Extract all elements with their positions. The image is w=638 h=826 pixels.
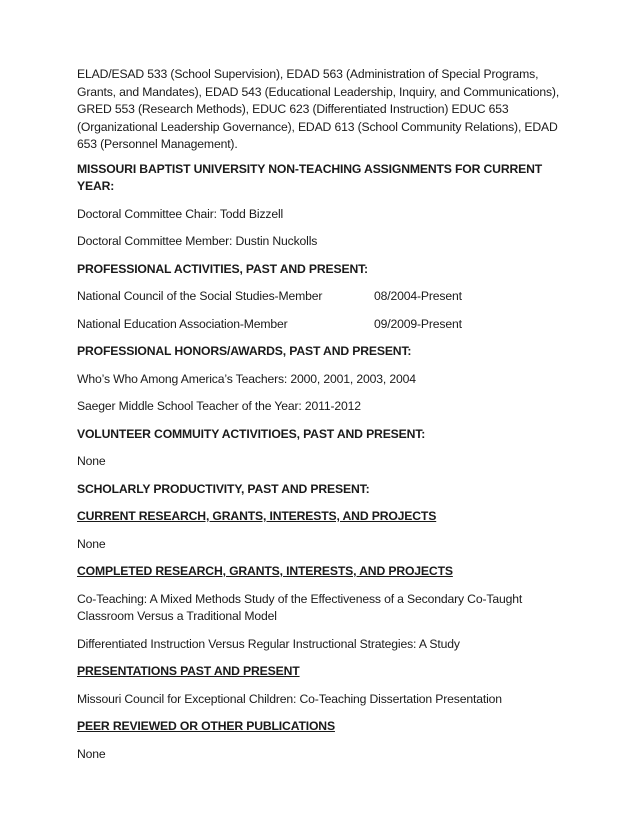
activity-name: National Council of the Social Studies-Member <box>77 289 323 303</box>
activity-name: National Education Association-Member <box>77 316 288 331</box>
volunteer-text: None <box>77 454 106 468</box>
course-list-paragraph: ELAD/ESAD 533 (School Supervision), EDAD 563 (Administration of Special Programs, Grants, and Mandates), EDAD 543 (Educational Leadership, Inquiry, and Communications), GRED 553 (Research Methods), EDUC 623 (Differentiated Instruction) EDUC 653 (Organizational Leadership Governance), EDAD 613 (School Community Relations), EDAD 653 (Personnel Management). <box>77 67 560 151</box>
activity-dates: 09/2009-Present <box>374 316 462 331</box>
subheading-current-research: CURRENT RESEARCH, GRANTS, INTERESTS, AND PROJECTS <box>77 509 437 523</box>
subheading-completed-research: COMPLETED RESEARCH, GRANTS, INTERESTS, AND PROJECTS <box>77 564 453 578</box>
committee-chair-line: Doctoral Committee Chair: Todd Bizzell <box>77 206 284 221</box>
subheading-publications: PEER REVIEWED OR OTHER PUBLICATIONS <box>77 719 335 733</box>
presentation-item: Missouri Council for Exceptional Children: Co-Teaching Dissertation Presentation <box>77 691 502 706</box>
section-heading-volunteer: VOLUNTEER COMMUITY ACTIVITIOES, PAST AND PRESENT: <box>77 426 426 441</box>
committee-member-line: Doctoral Committee Member: Dustin Nuckolls <box>77 234 318 248</box>
section-heading-professional-activities: PROFESSIONAL ACTIVITIES, PAST AND PRESENT: <box>77 261 368 276</box>
section-heading-scholarly: SCHOLARLY PRODUCTIVITY, PAST AND PRESENT: <box>77 481 370 496</box>
subheading-presentations: PRESENTATIONS PAST AND PRESENT <box>77 664 300 678</box>
activity-dates: 08/2004-Present <box>374 289 462 303</box>
activity-row <box>77 316 577 334</box>
honor-item: Saeger Middle School Teacher of the Year: 2011-2012 <box>77 399 361 413</box>
completed-research-item: Differentiated Instruction Versus Regular Instructional Strategies: A Study <box>77 636 460 651</box>
publications-text: None <box>77 746 106 761</box>
section-heading-honors: PROFESSIONAL HONORS/AWARDS, PAST AND PRESENT: <box>77 344 412 358</box>
section-heading-non-teaching: MISSOURI BAPTIST UNIVERSITY NON-TEACHING ASSIGNMENTS FOR CURRENT YEAR: <box>77 161 543 193</box>
current-research-text: None <box>77 536 106 551</box>
document-body <box>77 66 577 773</box>
completed-research-item: Co-Teaching: A Mixed Methods Study of the Effectiveness of a Secondary Co-Taught Classroom Versus a Traditional Model <box>77 591 523 623</box>
activity-row <box>77 288 577 306</box>
honor-item: Who’s Who Among America’s Teachers: 2000, 2001, 2003, 2004 <box>77 371 416 386</box>
